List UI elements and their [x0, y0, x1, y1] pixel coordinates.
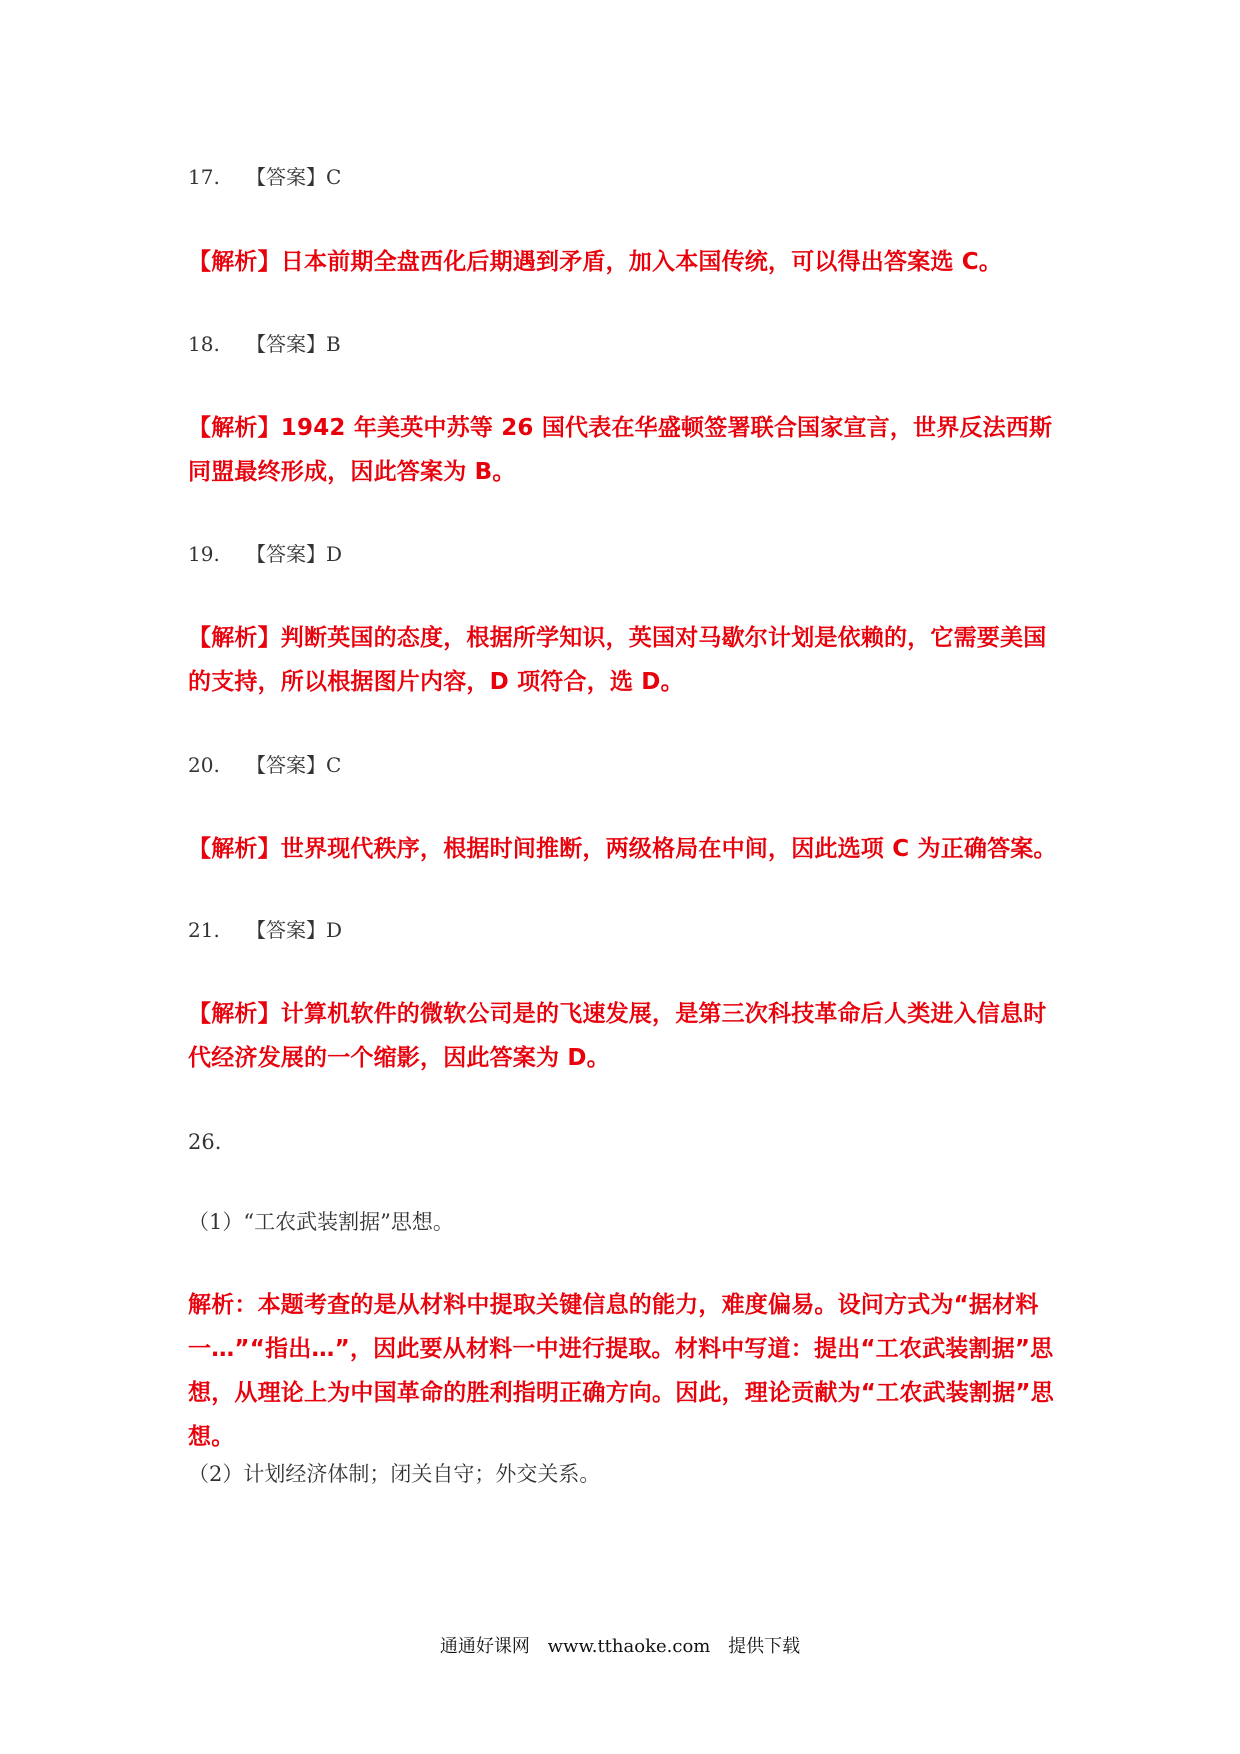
answer-line-17: [188, 163, 341, 191]
question-number: 20.: [188, 753, 220, 777]
analysis-21: 【解析】计算机软件的微软公司是的飞速发展，是第三次科技革命后人类进入信息时代经济发展的一个缩影，因此答案为 D。: [188, 1001, 1047, 1071]
answer-line-21: [188, 916, 342, 944]
answer-label: 【答案】D: [246, 918, 343, 942]
footer-url: www.tthaoke.com: [547, 1636, 711, 1657]
question-number: 21.: [188, 918, 220, 942]
question-number: 17.: [188, 165, 220, 189]
answer-label: 【答案】C: [246, 165, 342, 189]
answer-line-19: [188, 540, 342, 568]
q26-part2-answer: （2）计划经济体制；闭关自守；外交关系。: [188, 1462, 601, 1486]
answer-label: 【答案】C: [246, 753, 342, 777]
question-number: 19.: [188, 542, 220, 566]
answer-label: 【答案】B: [246, 332, 341, 356]
answer-label: 【答案】D: [246, 542, 343, 566]
analysis-20: 【解析】世界现代秩序，根据时间推断，两级格局在中间，因此选项 C 为正确答案。: [188, 836, 1057, 862]
analysis-17: 【解析】日本前期全盘西化后期遇到矛盾，加入本国传统，可以得出答案选 C。: [188, 249, 1003, 275]
q26-analysis: 解析：本题考查的是从材料中提取关键信息的能力，难度偏易。设问方式为“据材料一…”“指出…”，因此要从材料一中进行提取。材料中写道：提出“工农武装割据”思想，从理论上为中国革命的胜利指明正确方向。因此，理论贡献为“工农武装割据”思想。: [188, 1292, 1054, 1450]
analysis-19: 【解析】判断英国的态度，根据所学知识，英国对马歇尔计划是依赖的，它需要美国的支持，所以根据图片内容，D 项符合，选 D。: [188, 625, 1047, 695]
footer-site-name: 通通好课网: [439, 1636, 530, 1657]
answer-line-18: [188, 330, 341, 358]
answer-line-20: [188, 751, 341, 779]
q26-part1-answer: （1）“工农武装割据”思想。: [188, 1210, 454, 1234]
analysis-18: 【解析】1942 年美英中苏等 26 国代表在华盛顿签署联合国家宣言，世界反法西斯同盟最终形成，因此答案为 B。: [188, 415, 1053, 485]
footer-tagline: 提供下载: [728, 1636, 801, 1657]
question-number-26: 26.: [188, 1130, 222, 1154]
page-footer: [0, 1632, 1240, 1658]
question-number: 18.: [188, 332, 220, 356]
